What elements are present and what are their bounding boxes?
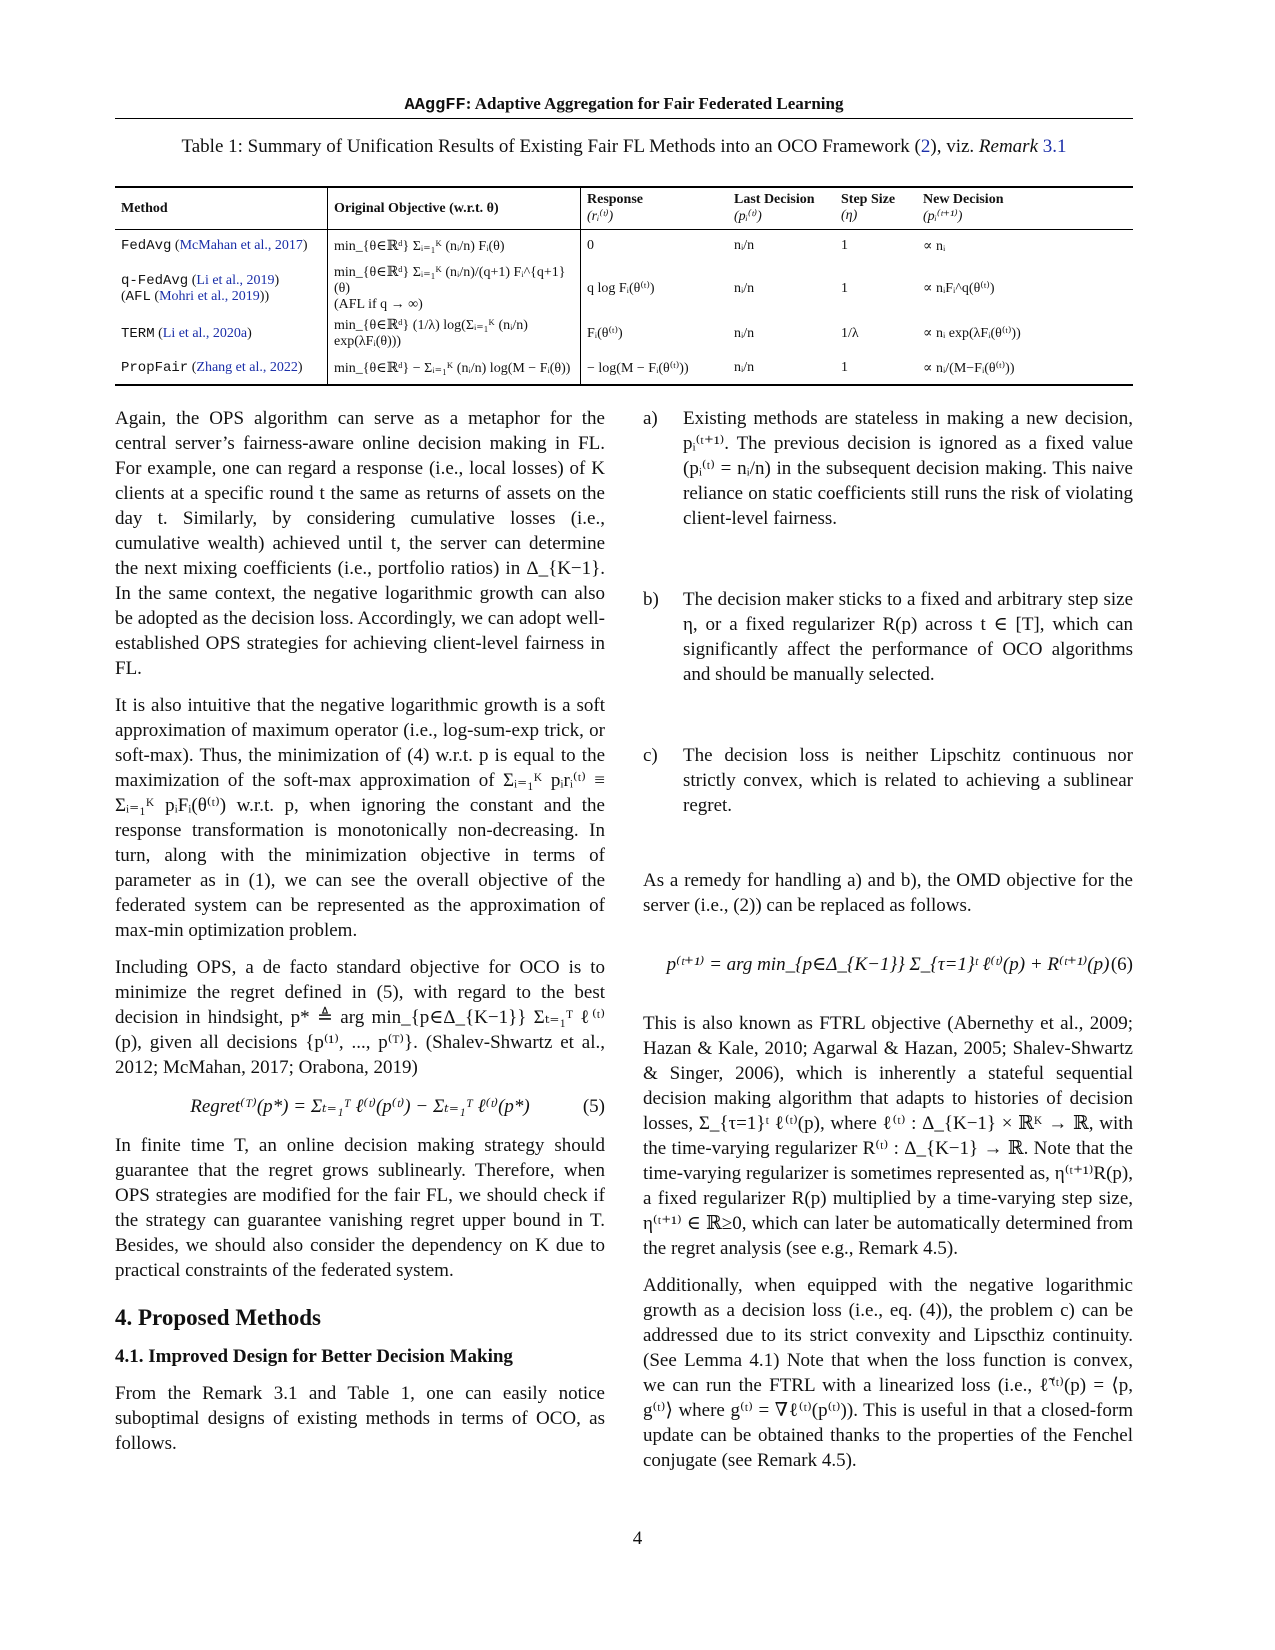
citation-link[interactable]: Zhang et al., 2022 bbox=[196, 360, 298, 375]
th-new: New Decision (pᵢ⁽ᵗ⁺¹⁾) bbox=[917, 187, 1133, 230]
list-label: c) bbox=[643, 745, 658, 766]
cell-response: Fᵢ(θ⁽ᵗ⁾) bbox=[587, 326, 623, 341]
caption-mid: ), viz. bbox=[930, 136, 979, 157]
list-item bbox=[643, 743, 1133, 818]
th-objective: Original Objective (w.r.t. θ) bbox=[328, 187, 581, 230]
cell-objective: min_{θ∈ℝᵈ} Σᵢ₌₁ᴷ (nᵢ/n) Fᵢ(θ) bbox=[328, 230, 581, 263]
caption-remark-link[interactable]: 3.1 bbox=[1042, 136, 1067, 157]
left-column bbox=[115, 406, 605, 1468]
running-head-title: : Adaptive Aggregation for Fair Federated Learning bbox=[465, 94, 844, 113]
citation-link[interactable]: Li et al., 2019 bbox=[196, 272, 275, 288]
list-text: The decision loss is neither Lipschitz continuous nor strictly convex, which is related to achieving a sublinear regret. bbox=[683, 745, 1133, 816]
cell-new: ∝ nᵢ/(M−Fᵢ(θ⁽ᵗ⁾)) bbox=[917, 352, 1133, 385]
equation-body: Regret⁽ᵀ⁾(p*) = Σₜ₌₁ᵀ ℓ⁽ᵗ⁾(p⁽ᵗ⁾) − Σₜ₌₁ᵀ ℓ⁽ᵗ⁾(p*) bbox=[190, 1096, 530, 1117]
list-text: The decision maker sticks to a fixed and arbitrary step size η, or a fixed regularizer R(p) across t ∈ [T], which can significantly affect the performance of OCO algorithms and should be manually selected. bbox=[683, 589, 1133, 685]
subsection-heading: 4.1. Improved Design for Better Decision Making bbox=[115, 1346, 513, 1367]
cell-method: FedAvg (McMahan et al., 2017) bbox=[115, 230, 328, 263]
running-head bbox=[115, 94, 1133, 115]
header-rule bbox=[115, 118, 1133, 119]
cell-last: nᵢ/n bbox=[734, 280, 755, 296]
table-row bbox=[115, 262, 1133, 315]
list-label: b) bbox=[643, 589, 659, 610]
cell-new: ∝ nᵢ exp(λFᵢ(θ⁽ᵗ⁾)) bbox=[923, 326, 1021, 341]
caption-remark: Remark bbox=[978, 136, 1039, 157]
paragraph: It is also intuitive that the negative logarithmic growth is a soft approximation of maximum operator (i.e., log-sum-exp trick, or soft-max). Thus, the minimization of (4) w.r.t. p is equal to the maximization of the soft-max approximation of Σᵢ₌₁ᴷ pᵢrᵢ⁽ᵗ⁾ ≡ Σᵢ₌₁ᴷ pᵢFᵢ(θ⁽ᵗ⁾) w.r.t. p, when ignoring the constant and the response transformation is monotonically non-decreasing. In turn, along with the minimization objective in terms of parameter as in (1), we can see the overall objective of the federated system can be represented as the approximation of max-min optimization problem. bbox=[115, 695, 605, 941]
cell-objective: min_{θ∈ℝᵈ} (1/λ) log(Σᵢ₌₁ᴷ (nᵢ/n) exp(λFᵢ(θ))) bbox=[328, 315, 581, 352]
paragraph: Again, the OPS algorithm can serve as a metaphor for the central server’s fairness-aware online decision making in FL. For example, one can regard a response (i.e., local losses) of K clients at a specific round t the same as returns of assets on the day t. Similarly, by considering cumulative losses (i.e., cumulative wealth) achieved until t, the server can determine the next mixing coefficients (i.e., portfolio ratios) in Δ_{K−1}. In the same context, the negative logarithmic growth can also be adopted as the decision loss. Accordingly, we can adopt well-established OPS strategies for achieving client-level fairness in FL. bbox=[115, 408, 605, 679]
caption-eq-link[interactable]: 2 bbox=[920, 136, 931, 157]
list-text: Existing methods are stateless in making a new decision, pᵢ⁽ᵗ⁺¹⁾. The previous decision is ignored as a fixed value (pᵢ⁽ᵗ⁾ = nᵢ/n) in the subsequent decision making. This naive reliance on static coefficients still runs the risk of violating client-level fairness. bbox=[683, 408, 1133, 529]
paragraph: Additionally, when equipped with the negative logarithmic growth as a decision loss (i.e., eq. (4)), the problem c) can be addressed due to its strict convexity and Lipscthiz continuity. (See Lemma 4.1) Note that when the loss function is convex, we can run the FTRL with a linearized loss (i.e., ℓ̃⁽ᵗ⁾(p) = ⟨p, g⁽ᵗ⁾⟩ where g⁽ᵗ⁾ = ∇ℓ⁽ᵗ⁾(p⁽ᵗ⁾)). This is useful in that a closed-form update can be obtained thanks to the properties of the Fenchel conjugate (see Remark 4.5). bbox=[643, 1275, 1133, 1471]
citation-link[interactable]: Li et al., 2020a bbox=[162, 325, 248, 341]
paragraph: Including OPS, a de facto standard objective for OCO is to minimize the regret defined in (5), with regard to the best decision in hindsight, p* ≜ arg min_{p∈Δ_{K−1}} Σₜ₌₁ᵀ ℓ⁽ᵗ⁾(p), given all decisions {p⁽¹⁾, ..., p⁽ᵀ⁾}. (Shalev-Shwartz et al., 2012; McMahan, 2017; Orabona, 2019) bbox=[115, 957, 605, 1078]
cell-response: − log(M − Fᵢ(θ⁽ᵗ⁾)) bbox=[581, 352, 729, 385]
equation-6 bbox=[643, 952, 1133, 977]
equation-number: (6) bbox=[1110, 954, 1133, 975]
table-row bbox=[115, 315, 1133, 352]
equation-5 bbox=[115, 1094, 605, 1119]
cell-last: nᵢ/n bbox=[734, 325, 755, 341]
cell-response: q log Fᵢ(θ⁽ᵗ⁾) bbox=[587, 281, 655, 296]
summary-table bbox=[115, 186, 1133, 386]
th-response: Response (rᵢ⁽ᵗ⁾) bbox=[581, 187, 729, 230]
th-step: Step Size (η) bbox=[835, 187, 917, 230]
paragraph: From the Remark 3.1 and Table 1, one can easily notice suboptimal designs of existing methods in terms of OCO, as follows. bbox=[115, 1383, 605, 1454]
list-item bbox=[643, 406, 1133, 531]
cell-objective: min_{θ∈ℝᵈ} − Σᵢ₌₁ᴷ (nᵢ/n) log(M − Fᵢ(θ)) bbox=[328, 352, 581, 385]
table-caption bbox=[115, 136, 1133, 158]
table-row bbox=[115, 352, 1133, 385]
cell-method: PropFair (Zhang et al., 2022) bbox=[115, 352, 328, 385]
running-head-code: AAggFF bbox=[404, 96, 466, 115]
page-number: 4 bbox=[632, 1528, 643, 1549]
cell-step: 1 bbox=[841, 280, 848, 296]
paragraph: As a remedy for handling a) and b), the OMD objective for the server (i.e., (2)) can be replaced as follows. bbox=[643, 870, 1133, 916]
caption-text: Table 1: Summary of Unification Results of Existing Fair FL Methods into an OCO Framework ( bbox=[181, 136, 921, 157]
th-method: Method bbox=[115, 187, 328, 230]
list-item bbox=[643, 587, 1133, 687]
cell-new: ∝ nᵢFᵢ^q(θ⁽ᵗ⁾) bbox=[923, 281, 995, 296]
cell-method: TERM (Li et al., 2020a) bbox=[115, 315, 328, 352]
cell-response: 0 bbox=[587, 238, 594, 253]
cell-step: 1 bbox=[841, 238, 848, 253]
paragraph: This is also known as FTRL objective (Abernethy et al., 2009; Hazan & Kale, 2010; Agarwal & Hazan, 2005; Shalev-Shwartz & Singer, 2006), which is inherently a stateful sequential decision making algorithm that adapts to histories of decision losses, Σ_{τ=1}ᵗ ℓ⁽ᵗ⁾(p), where ℓ⁽ᵗ⁾ : Δ_{K−1} × ℝᴷ → ℝ, with the time-varying regularizer R⁽ᵗ⁾ : Δ_{K−1} → ℝ. Note that the time-varying regularizer is sometimes represented as, η⁽ᵗ⁺¹⁾R(p), a fixed regularizer R(p) multiplied by a time-varying step size, η⁽ᵗ⁺¹⁾ ∈ ℝ≥0, which can later be automatically determined from the regret analysis (see e.g., Remark 4.5). bbox=[643, 1013, 1133, 1259]
equation-body: p⁽ᵗ⁺¹⁾ = arg min_{p∈Δ_{K−1}} Σ_{τ=1}ᵗ ℓ⁽ᵗ⁾(p) + R⁽ᵗ⁺¹⁾(p) bbox=[666, 954, 1110, 975]
cell-last: nᵢ/n bbox=[734, 238, 755, 253]
right-column bbox=[643, 406, 1133, 1485]
th-last: Last Decision (pᵢ⁽ᵗ⁾) bbox=[728, 187, 835, 230]
citation-link[interactable]: McMahan et al., 2017 bbox=[179, 238, 303, 253]
cell-last: nᵢ/n bbox=[728, 352, 835, 385]
cell-step: 1/λ bbox=[841, 325, 859, 341]
cell-objective: min_{θ∈ℝᵈ} Σᵢ₌₁ᴷ (nᵢ/n)/(q+1) Fᵢ^{q+1}(θ) (AFL if q → ∞) bbox=[328, 262, 581, 315]
cell-new: ∝ nᵢ bbox=[923, 238, 946, 254]
table-row bbox=[115, 230, 1133, 263]
cell-step: 1 bbox=[835, 352, 917, 385]
section-heading: 4. Proposed Methods bbox=[115, 1305, 321, 1330]
paragraph: In finite time T, an online decision making strategy should guarantee that the regret grows sublinearly. Therefore, when OPS strategies are modified for the fair FL, we should check if the strategy can guarantee vanishing regret upper bound in T. Besides, we should also consider the dependency on K due to practical constraints of the federated system. bbox=[115, 1135, 605, 1281]
list-label: a) bbox=[643, 408, 658, 429]
citation-link[interactable]: Mohri et al., 2019 bbox=[159, 288, 260, 304]
equation-number: (5) bbox=[582, 1096, 605, 1117]
cell-method: q-FedAvg (Li et al., 2019) (AFL (Mohri et al., 2019)) bbox=[115, 262, 328, 315]
